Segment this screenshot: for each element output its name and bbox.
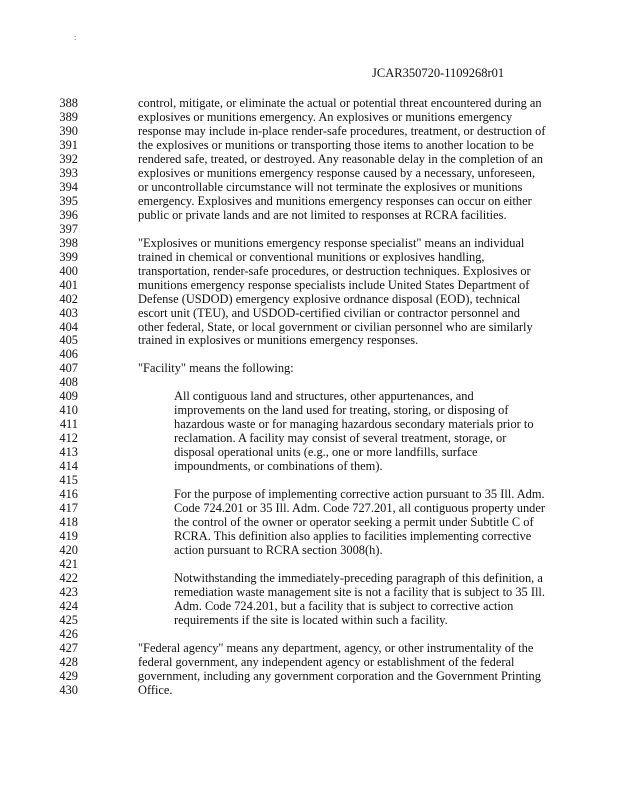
line-text: trained in explosives or munitions emergency responses. [138, 333, 419, 348]
document-line [0, 138, 618, 152]
line-text: Code 724.201 or 35 Ill. Adm. Code 727.201, all contiguous property under [174, 501, 545, 516]
document-line [0, 529, 618, 543]
document-line [0, 669, 618, 683]
line-text: RCRA. This definition also applies to facilities implementing corrective [174, 529, 532, 544]
line-text: impoundments, or combinations of them). [174, 459, 383, 474]
document-line [0, 613, 618, 627]
document-line [0, 96, 618, 110]
document-line [0, 543, 618, 557]
line-number: 408 [59, 375, 78, 390]
document-line [0, 292, 618, 306]
line-text: Office. [138, 682, 173, 697]
document-line [0, 627, 618, 641]
line-number: 396 [59, 207, 78, 222]
line-number: 411 [59, 417, 78, 432]
line-text: control, mitigate, or eliminate the actual or potential threat encountered during an [138, 96, 542, 110]
line-number: 390 [59, 123, 78, 138]
line-number: 404 [59, 319, 78, 334]
document-line [0, 194, 618, 208]
line-number: 391 [59, 137, 78, 152]
line-number: 425 [59, 612, 78, 627]
line-number: 423 [59, 584, 78, 599]
document-line [0, 571, 618, 585]
line-number: 410 [59, 403, 78, 418]
line-number: 427 [59, 640, 78, 655]
line-number: 409 [59, 389, 78, 404]
document-line [0, 347, 618, 361]
line-number: 406 [59, 347, 78, 362]
line-number: 414 [59, 459, 78, 474]
line-text: Defense (USDOD) emergency explosive ordnance disposal (EOD), technical [138, 291, 521, 306]
document-line [0, 585, 618, 599]
document-id: JCAR350720-1109268r01 [372, 66, 505, 80]
line-number: 395 [59, 193, 78, 208]
line-text: For the purpose of implementing corrective action pursuant to 35 Ill. Adm. [174, 487, 545, 502]
document-line [0, 250, 618, 264]
document-line [0, 375, 618, 389]
line-text: the explosives or munitions or transporting those items to another location to be [138, 137, 534, 152]
line-number: 422 [59, 570, 78, 585]
document-line [0, 403, 618, 417]
line-number: 415 [59, 473, 78, 488]
document-line [0, 445, 618, 459]
document-line [0, 110, 618, 124]
document-line [0, 361, 618, 375]
line-text: or uncontrollable circumstance will not terminate the explosives or munitions [138, 179, 523, 194]
document-body [0, 96, 618, 697]
line-text: All contiguous land and structures, other appurtenances, and [174, 389, 474, 404]
line-number: 405 [59, 333, 78, 348]
document-line [0, 683, 618, 697]
line-number: 424 [59, 598, 78, 613]
line-text: other federal, State, or local government or civilian personnel who are similarly [138, 319, 533, 334]
document-line [0, 557, 618, 571]
line-number: 397 [59, 221, 78, 236]
line-number: 418 [59, 515, 78, 530]
line-number: 399 [59, 249, 78, 264]
line-text: munitions emergency response specialists include United States Department of [138, 277, 530, 292]
line-number: 394 [59, 179, 78, 194]
line-text: "Explosives or munitions emergency response specialist" means an individual [138, 235, 525, 250]
document-line [0, 222, 618, 236]
line-number: 428 [59, 654, 78, 669]
page-mark: : [74, 33, 77, 42]
line-number: 403 [59, 305, 78, 320]
document-line [0, 208, 618, 222]
line-text: explosives or munitions emergency. An explosives or munitions emergency [138, 109, 513, 124]
line-text: reclamation. A facility may consist of several treatment, storage, or [174, 431, 507, 446]
line-number: 417 [59, 501, 78, 516]
document-line [0, 655, 618, 669]
document-line [0, 236, 618, 250]
line-number: 419 [59, 529, 78, 544]
line-text: emergency. Explosives and munitions emergency responses can occur on either [138, 193, 532, 208]
document-line [0, 306, 618, 320]
line-text: public or private lands and are not limited to responses at RCRA facilities. [138, 207, 507, 222]
document-line [0, 487, 618, 501]
line-number: 402 [59, 291, 78, 306]
line-number: 393 [59, 165, 78, 180]
document-line [0, 124, 618, 138]
line-text: explosives or munitions emergency response caused by a necessary, unforeseen, [138, 165, 536, 180]
document-line [0, 320, 618, 334]
line-number: 421 [59, 556, 78, 571]
document-line [0, 166, 618, 180]
line-number: 429 [59, 668, 78, 683]
line-number: 412 [59, 431, 78, 446]
line-number: 430 [59, 682, 78, 697]
line-text: "Federal agency" means any department, agency, or other instrumentality of the [138, 640, 534, 655]
line-text: requirements if the site is located within such a facility. [174, 612, 448, 627]
line-text: government, including any government corporation and the Government Printing [138, 668, 541, 683]
document-line [0, 417, 618, 431]
line-text: response may include in-place render-safe procedures, treatment, or destruction of [138, 123, 546, 138]
line-number: 413 [59, 445, 78, 460]
line-text: improvements on the land used for treating, storing, or disposing of [174, 403, 509, 418]
line-text: escort unit (TEU), and USDOD-certified civilian or contractor personnel and [138, 305, 520, 320]
line-text: rendered safe, treated, or destroyed. Any reasonable delay in the completion of an [138, 151, 543, 166]
line-number: 426 [59, 626, 78, 641]
document-line [0, 389, 618, 403]
document-line [0, 641, 618, 655]
line-number: 389 [59, 109, 78, 124]
line-text: federal government, any independent agency or establishment of the federal [138, 654, 515, 669]
line-text: Notwithstanding the immediately-preceding paragraph of this definition, a [174, 570, 543, 585]
line-text: remediation waste management site is not a facility that is subject to 35 Ill. [174, 584, 545, 599]
document-line [0, 473, 618, 487]
document-line [0, 264, 618, 278]
line-text: trained in chemical or conventional munitions or explosives handling, [138, 249, 485, 264]
line-text: Adm. Code 724.201, but a facility that is subject to corrective action [174, 598, 514, 613]
line-number: 388 [59, 96, 78, 110]
line-text: disposal operational units (e.g., one or more landfills, surface [174, 445, 478, 460]
line-number: 401 [59, 277, 78, 292]
line-text: the control of the owner or operator seeking a permit under Subtitle C of [174, 515, 534, 530]
line-number: 398 [59, 235, 78, 250]
document-line [0, 599, 618, 613]
line-text: action pursuant to RCRA section 3008(h). [174, 543, 383, 557]
line-text: transportation, render-safe procedures, or destruction techniques. Explosives or [138, 263, 531, 278]
document-line [0, 333, 618, 347]
line-number: 400 [59, 263, 78, 278]
line-number: 407 [59, 361, 78, 376]
line-text: hazardous waste or for managing hazardous secondary materials prior to [174, 417, 534, 432]
document-line [0, 180, 618, 194]
document-line [0, 431, 618, 445]
document-line [0, 459, 618, 473]
line-number: 416 [59, 487, 78, 502]
line-number: 392 [59, 151, 78, 166]
document-line [0, 515, 618, 529]
document-line [0, 278, 618, 292]
document-line [0, 501, 618, 515]
line-number: 420 [59, 543, 78, 557]
document-line [0, 152, 618, 166]
line-text: "Facility" means the following: [138, 361, 294, 376]
